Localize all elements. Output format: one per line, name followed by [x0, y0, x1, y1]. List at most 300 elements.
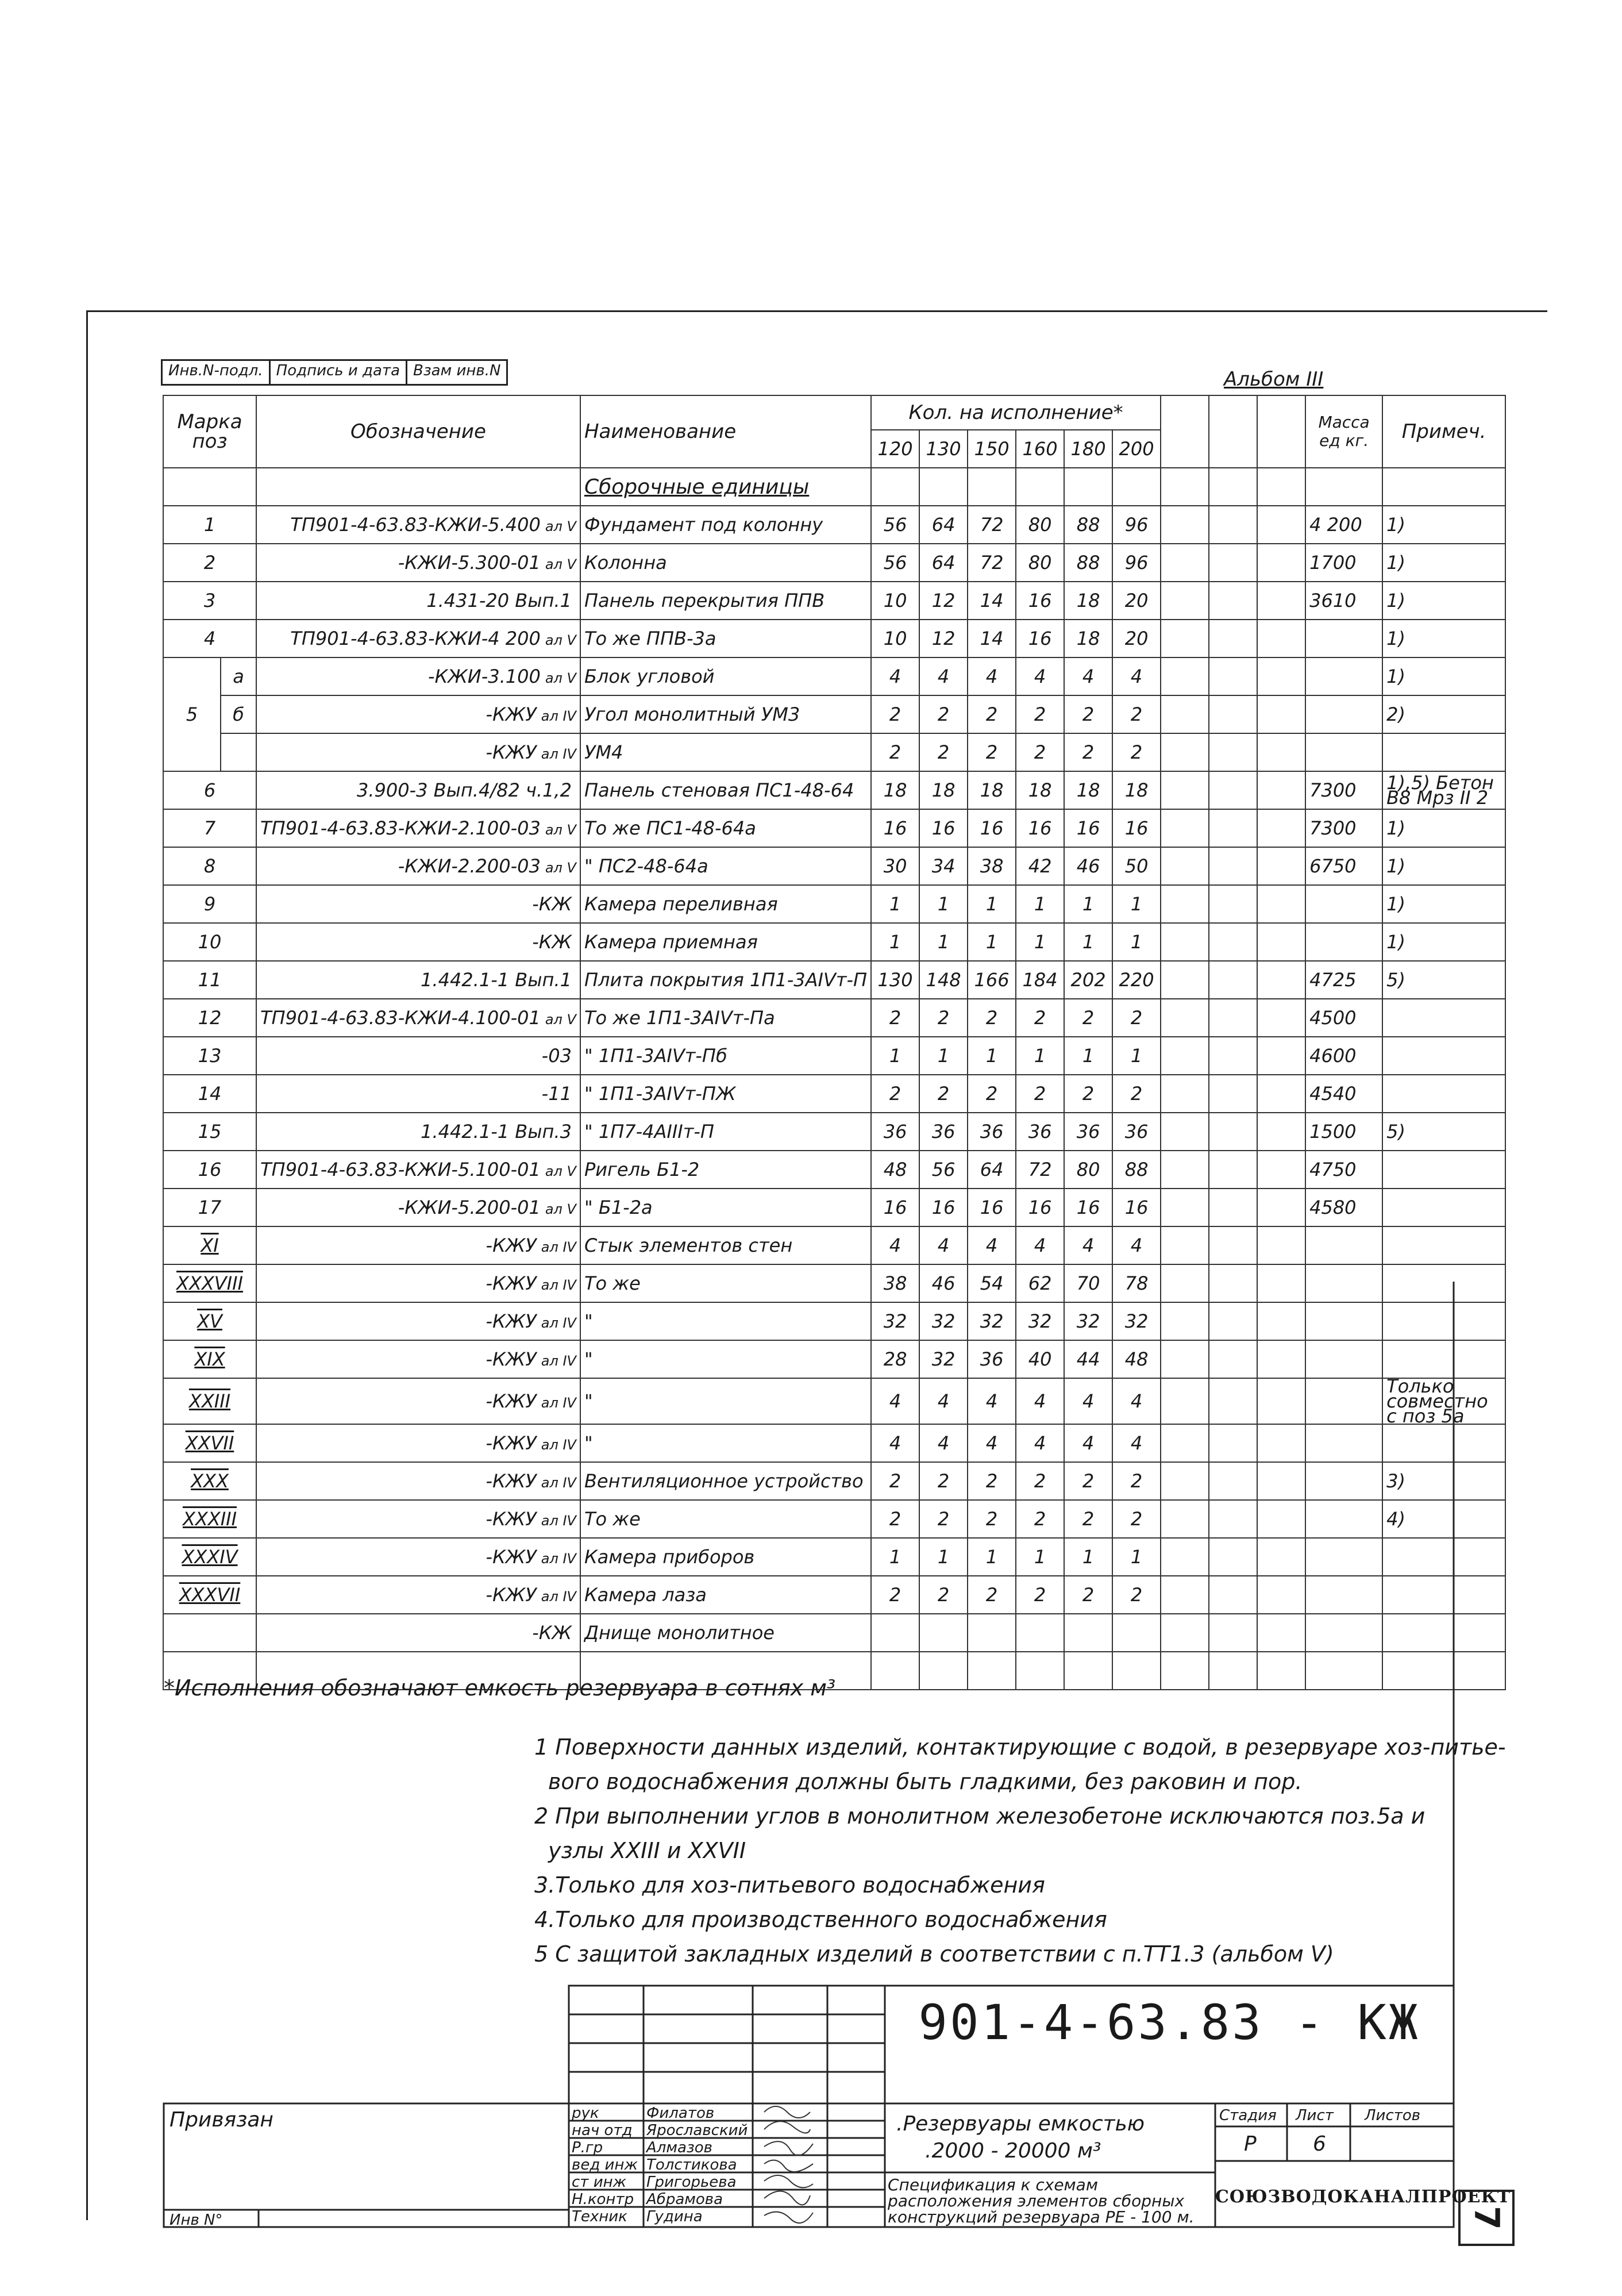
cell-qty: 32 — [968, 1302, 1016, 1340]
cell-name: Плита покрытия 1П1-3АIVт-П — [580, 961, 871, 999]
designation-text: -КЖУ — [486, 1508, 537, 1530]
cell-name: " Б1-2а — [580, 1189, 871, 1226]
cell-qty: 36 — [919, 1113, 968, 1151]
cell-qty: 2 — [1112, 1576, 1161, 1614]
cell-name: Фундамент под колонну — [580, 506, 871, 544]
designation-text: 3.900-3 Вып.4/82 ч.1,2 — [356, 779, 572, 801]
cell-qty: 18 — [1064, 582, 1112, 620]
note-line: вого водоснабжения должны быть гладкими, без раковин и пор. — [548, 1769, 1303, 1794]
designation-text: 1.431-20 Вып.1 — [426, 590, 572, 612]
cell-qty: 32 — [871, 1302, 919, 1340]
cell-qty: 42 — [1016, 847, 1064, 885]
cell-qty: 4 — [871, 1378, 919, 1424]
cell-sub: б — [221, 695, 256, 733]
cell-name: Стык элементов стен — [580, 1226, 871, 1264]
cell-qty: 64 — [919, 506, 968, 544]
cell-qty: 4 — [968, 1424, 1016, 1462]
album-ref: ал V — [545, 670, 576, 686]
cell-qty: 14 — [968, 620, 1016, 657]
cell-qty: 38 — [871, 1264, 919, 1302]
cell-qty: 4 — [1016, 657, 1064, 695]
role: Техник — [572, 2208, 627, 2225]
role: ст инж — [572, 2174, 627, 2191]
cell-qty: 88 — [1064, 506, 1112, 544]
cell-qty: 36 — [1112, 1113, 1161, 1151]
cell-name: УМ4 — [580, 733, 871, 771]
exec-col: 180 — [1064, 430, 1112, 468]
cell-qty: 148 — [919, 961, 968, 999]
cell-qty: 16 — [871, 809, 919, 847]
cell-mark: 6 — [163, 771, 256, 809]
cell-qty: 2 — [1016, 1500, 1064, 1538]
section-title: Сборочные единицы — [580, 468, 871, 506]
cell-qty: 1 — [1064, 923, 1112, 961]
cell-qty: 4 — [871, 657, 919, 695]
album-ref: ал V — [545, 1201, 576, 1217]
cell-mass: 4540 — [1305, 1075, 1382, 1113]
cell-qty: 16 — [919, 1189, 968, 1226]
col-note: Примеч. — [1382, 395, 1505, 468]
cell-qty: 2 — [1016, 1462, 1064, 1500]
album-ref: ал IV — [541, 1353, 576, 1369]
cell-mass: 4500 — [1305, 999, 1382, 1037]
album-ref: ал IV — [541, 708, 576, 724]
album-ref: ал IV — [541, 1315, 576, 1331]
cell-qty: 80 — [1016, 544, 1064, 582]
cell-qty: 4 — [1016, 1424, 1064, 1462]
cell-qty: 220 — [1112, 961, 1161, 999]
cell-qty: 4 — [919, 1378, 968, 1424]
designation-text: -КЖУ — [486, 1470, 537, 1492]
exec-col: 200 — [1112, 430, 1161, 468]
designation-text: ТП901-4-63.83-КЖИ-4.100-01 — [260, 1007, 541, 1029]
inv-no-label: Инв N° — [169, 2212, 223, 2229]
cell-mass: 4580 — [1305, 1189, 1382, 1226]
footnote: *Исполнения обозначают емкость резервуара в сотнях м³ — [164, 1675, 836, 1701]
cell-qty: 56 — [919, 1151, 968, 1189]
cell-note: 1),5) Бетон В8 Мрз II 2 — [1382, 771, 1505, 809]
cell-note: 1) — [1382, 885, 1505, 923]
cell-qty: 1 — [1016, 923, 1064, 961]
cell-qty: 32 — [1016, 1302, 1064, 1340]
cell-qty: 2 — [1112, 999, 1161, 1037]
designation-text: -КЖУ — [486, 1348, 537, 1370]
cell-qty: 72 — [968, 506, 1016, 544]
cell-qty: 1 — [919, 885, 968, 923]
designation-text: ТП901-4-63.83-КЖИ-4 200 — [290, 628, 541, 649]
cell-qty: 28 — [871, 1340, 919, 1378]
cell-note: 1) — [1382, 620, 1505, 657]
cell-name: " — [580, 1378, 871, 1424]
designation-text: 1.442.1-1 Вып.3 — [421, 1121, 572, 1143]
cell-qty: 18 — [1112, 771, 1161, 809]
cell-qty: 1 — [1064, 1538, 1112, 1576]
cell-qty: 2 — [968, 1462, 1016, 1500]
cell-name: " — [580, 1340, 871, 1378]
cell-qty: 4 — [968, 1226, 1016, 1264]
cell-mass: 7300 — [1305, 771, 1382, 809]
cell-qty: 34 — [919, 847, 968, 885]
stage-value: Р — [1244, 2132, 1257, 2156]
note-line: узлы XXIII и XXVII — [548, 1838, 746, 1863]
cell-qty: 18 — [968, 771, 1016, 809]
designation-text: -КЖУ — [486, 1310, 537, 1332]
person: Ярославский — [646, 2122, 748, 2139]
cell-qty: 36 — [1064, 1113, 1112, 1151]
album-ref: ал IV — [541, 1513, 576, 1529]
note-line: 4.Только для производственного водоснабжения — [534, 1907, 1107, 1932]
cell-qty: 2 — [871, 1075, 919, 1113]
cell-qty: 1 — [1064, 885, 1112, 923]
cell-qty: 40 — [1016, 1340, 1064, 1378]
album-ref: ал V — [545, 1012, 576, 1028]
cell-qty: 18 — [871, 771, 919, 809]
album-ref: ал IV — [541, 1239, 576, 1255]
cell-mark: XXXVIII — [163, 1264, 256, 1302]
designation-text: ТП901-4-63.83-КЖИ-5.400 — [290, 514, 541, 536]
cell-name: " 1П1-3АIVт-Пб — [580, 1037, 871, 1075]
cell-mark: 16 — [163, 1151, 256, 1189]
cell-qty: 2 — [919, 1462, 968, 1500]
designation-text: -КЖИ-5.300-01 — [398, 552, 541, 574]
cell-qty: 2 — [1064, 1576, 1112, 1614]
cell-mark: XXXIV — [163, 1538, 256, 1576]
cell-mark: XV — [163, 1302, 256, 1340]
cell-qty: 1 — [968, 885, 1016, 923]
col-designation: Обозначение — [256, 395, 580, 468]
cell-qty: 30 — [871, 847, 919, 885]
album-ref: ал V — [545, 822, 576, 838]
cell-mark: XXIII — [163, 1378, 256, 1424]
cell-qty: 1 — [871, 923, 919, 961]
cell-qty: 4 — [1064, 1424, 1112, 1462]
cell-qty: 62 — [1016, 1264, 1064, 1302]
cell-qty: 38 — [968, 847, 1016, 885]
cell-qty: 4 — [1016, 1226, 1064, 1264]
cell-note: 1) — [1382, 544, 1505, 582]
cell-qty: 2 — [1112, 695, 1161, 733]
designation-text: -КЖУ — [486, 1546, 537, 1568]
cell-qty: 16 — [1112, 1189, 1161, 1226]
cell-qty: 96 — [1112, 506, 1161, 544]
album-ref: ал IV — [541, 1551, 576, 1567]
cell-qty: 16 — [968, 1189, 1016, 1226]
cell-qty: 2 — [1112, 1462, 1161, 1500]
role: вед инж — [572, 2156, 638, 2174]
cell-name: Вентиляционное устройство — [580, 1462, 871, 1500]
cell-qty: 16 — [1064, 809, 1112, 847]
person: Гудина — [646, 2208, 703, 2225]
cell-mark: 3 — [163, 582, 256, 620]
cell-qty: 64 — [919, 544, 968, 582]
cell-qty: 1 — [871, 885, 919, 923]
cell-qty: 2 — [968, 733, 1016, 771]
cell-mark: XI — [163, 1226, 256, 1264]
cell-qty: 2 — [968, 695, 1016, 733]
cell-qty: 2 — [1016, 695, 1064, 733]
cell-mark: XXX — [163, 1462, 256, 1500]
cell-note: 1) — [1382, 847, 1505, 885]
cell-name: " ПС2-48-64а — [580, 847, 871, 885]
album-ref: ал IV — [541, 1277, 576, 1293]
stamp-sign: Подпись и дата — [271, 361, 407, 384]
cell-qty: 2 — [919, 733, 968, 771]
cell-mark: 2 — [163, 544, 256, 582]
cell-qty: 2 — [1064, 695, 1112, 733]
title-description: Спецификация к схемам расположения элементов сборных конструкций резервуара РЕ - 100 м. — [888, 2175, 1195, 2226]
cell-name: То же ППВ-3а — [580, 620, 871, 657]
cell-note: 3) — [1382, 1462, 1505, 1500]
cell-qty: 4 — [1112, 1424, 1161, 1462]
cell-mass: 4600 — [1305, 1037, 1382, 1075]
album-ref: ал IV — [541, 1475, 576, 1491]
designation-text: -КЖУ — [486, 741, 537, 763]
designation-text: -КЖУ — [486, 1432, 537, 1454]
person: Абрамова — [646, 2191, 723, 2208]
album-ref: ал IV — [541, 1437, 576, 1453]
cell-qty: 4 — [1064, 657, 1112, 695]
designation-text: -КЖИ-3.100 — [428, 666, 541, 687]
cell-qty: 64 — [968, 1151, 1016, 1189]
cell-qty: 4 — [1112, 657, 1161, 695]
designation-text: -КЖ — [532, 893, 572, 915]
cell-mark: 5 — [163, 657, 221, 771]
cell-name: Камера приемная — [580, 923, 871, 961]
person: Алмазов — [646, 2139, 713, 2156]
col-mass: Масса ед кг. — [1305, 395, 1382, 468]
cell-qty: 1 — [1112, 1037, 1161, 1075]
designation-text: -КЖУ — [486, 1390, 537, 1412]
exec-col: 160 — [1016, 430, 1064, 468]
cell-qty: 4 — [919, 1226, 968, 1264]
album-ref: ал V — [545, 1163, 576, 1179]
sheets-header: Листов — [1365, 2107, 1421, 2124]
designation-text: -КЖУ — [486, 1272, 537, 1294]
cell-qty: 4 — [919, 1424, 968, 1462]
designation-text: 1.442.1-1 Вып.1 — [421, 969, 572, 991]
cell-mass: 7300 — [1305, 809, 1382, 847]
cell-note: 5) — [1382, 961, 1505, 999]
cell-qty: 2 — [871, 695, 919, 733]
cell-name: Камера лаза — [580, 1576, 871, 1614]
cell-qty: 2 — [1112, 733, 1161, 771]
cell-qty: 36 — [1016, 1113, 1064, 1151]
cell-mark: 7 — [163, 809, 256, 847]
cell-qty: 2 — [1016, 733, 1064, 771]
cell-mass: 1700 — [1305, 544, 1382, 582]
cell-qty: 1 — [968, 1037, 1016, 1075]
cell-mark: 15 — [163, 1113, 256, 1151]
cell-qty: 2 — [919, 1500, 968, 1538]
cell-mass: 4 200 — [1305, 506, 1382, 544]
note-line: 1 Поверхности данных изделий, контактирующие с водой, в резервуаре хоз-питье- — [534, 1735, 1506, 1760]
cell-qty: 14 — [968, 582, 1016, 620]
cell-qty: 2 — [968, 1075, 1016, 1113]
cell-qty: 48 — [1112, 1340, 1161, 1378]
album-ref: ал V — [545, 632, 576, 648]
cell-qty: 2 — [871, 999, 919, 1037]
cell-qty: 1 — [919, 1037, 968, 1075]
cell-qty: 2 — [871, 1500, 919, 1538]
cell-mark: 4 — [163, 620, 256, 657]
cell-qty: 1 — [1016, 885, 1064, 923]
cell-qty: 16 — [919, 809, 968, 847]
cell-qty: 36 — [968, 1340, 1016, 1378]
cell-qty: 46 — [1064, 847, 1112, 885]
cell-qty: 16 — [1112, 809, 1161, 847]
person: Филатов — [646, 2105, 715, 2122]
designation-text: -КЖУ — [486, 703, 537, 725]
cell-qty: 1 — [1016, 1037, 1064, 1075]
cell-qty: 44 — [1064, 1340, 1112, 1378]
stamp-inv: Инв.N-подл. — [163, 361, 271, 384]
cell-qty: 18 — [1064, 771, 1112, 809]
cell-name: " — [580, 1302, 871, 1340]
album-ref: ал V — [545, 556, 576, 572]
cell-qty: 32 — [919, 1340, 968, 1378]
album-ref: ал IV — [541, 1589, 576, 1605]
cell-qty: 12 — [919, 620, 968, 657]
cell-mass: 1500 — [1305, 1113, 1382, 1151]
cell-mark: 11 — [163, 961, 256, 999]
cell-qty: 32 — [919, 1302, 968, 1340]
cell-mark: XXXIII — [163, 1500, 256, 1538]
cell-qty: 1 — [1016, 1538, 1064, 1576]
cell-qty: 18 — [919, 771, 968, 809]
cell-qty: 130 — [871, 961, 919, 999]
cell-mark: XXVII — [163, 1424, 256, 1462]
cell-mass: 3610 — [1305, 582, 1382, 620]
cell-name: Угол монолитный УМ3 — [580, 695, 871, 733]
cell-qty: 4 — [1064, 1378, 1112, 1424]
cell-name: " 1П7-4АIIIт-П — [580, 1113, 871, 1151]
cell-qty: 80 — [1016, 506, 1064, 544]
cell-mark: 1 — [163, 506, 256, 544]
cell-qty: 4 — [968, 657, 1016, 695]
cell-qty: 2 — [968, 1500, 1016, 1538]
album-ref: ал IV — [541, 1395, 576, 1411]
cell-qty: 56 — [871, 544, 919, 582]
cell-qty: 2 — [1016, 999, 1064, 1037]
cell-qty: 10 — [871, 620, 919, 657]
cell-qty: 166 — [968, 961, 1016, 999]
col-mark: Марка поз — [163, 395, 256, 468]
designation-text: -КЖИ-5.200-01 — [398, 1197, 541, 1218]
cell-qty: 80 — [1064, 1151, 1112, 1189]
cell-qty: 16 — [871, 1189, 919, 1226]
cell-qty: 56 — [871, 506, 919, 544]
cell-qty: 1 — [871, 1037, 919, 1075]
cell-qty: 1 — [1112, 1538, 1161, 1576]
note-line: 2 При выполнении углов в монолитном железобетоне исключаются поз.5а и — [534, 1803, 1425, 1829]
cell-qty: 2 — [1064, 1462, 1112, 1500]
person: Григорьева — [646, 2174, 737, 2191]
cell-qty: 2 — [919, 999, 968, 1037]
cell-name: Ригель Б1-2 — [580, 1151, 871, 1189]
cell-mark: 17 — [163, 1189, 256, 1226]
cell-qty: 2 — [871, 733, 919, 771]
role: Р.гр — [572, 2139, 603, 2156]
cell-note: 1) — [1382, 506, 1505, 544]
cell-qty: 2 — [919, 1576, 968, 1614]
cell-name: То же — [580, 1500, 871, 1538]
cell-qty: 72 — [1016, 1151, 1064, 1189]
cell-qty: 2 — [1064, 733, 1112, 771]
cell-mark: 9 — [163, 885, 256, 923]
cell-qty: 36 — [968, 1113, 1016, 1151]
cell-note: 2) — [1382, 695, 1505, 733]
cell-qty: 72 — [968, 544, 1016, 582]
cell-qty: 1 — [1112, 885, 1161, 923]
cell-qty: 4 — [871, 1424, 919, 1462]
cell-qty: 2 — [968, 999, 1016, 1037]
cell-qty: 88 — [1112, 1151, 1161, 1189]
designation-text: -11 — [541, 1083, 572, 1105]
cell-qty: 96 — [1112, 544, 1161, 582]
cell-qty: 1 — [968, 1538, 1016, 1576]
cell-qty: 54 — [968, 1264, 1016, 1302]
role: рук — [572, 2105, 599, 2122]
designation-text: -КЖИ-2.200-03 — [398, 855, 541, 877]
designation-text: -03 — [541, 1045, 572, 1067]
person: Толстикова — [646, 2156, 737, 2174]
cell-qty: 2 — [919, 1075, 968, 1113]
cell-qty: 2 — [1016, 1075, 1064, 1113]
cell-qty: 1 — [919, 923, 968, 961]
cell-qty: 16 — [1016, 620, 1064, 657]
cell-mass: 6750 — [1305, 847, 1382, 885]
stamp-inv2: Взам инв.N — [413, 362, 501, 379]
col-name: Наименование — [580, 395, 871, 468]
role: нач отд — [572, 2122, 633, 2139]
cell-qty: 1 — [1112, 923, 1161, 961]
cell-qty: 16 — [1064, 1189, 1112, 1226]
cell-qty: 16 — [1016, 1189, 1064, 1226]
cell-name: Блок угловой — [580, 657, 871, 695]
cell-mark: 14 — [163, 1075, 256, 1113]
album-label: Альбом III — [1224, 368, 1324, 391]
cell-qty: 4 — [871, 1226, 919, 1264]
cell-qty: 2 — [871, 1576, 919, 1614]
cell-qty: 2 — [919, 695, 968, 733]
cell-name: То же — [580, 1264, 871, 1302]
cell-qty: 10 — [871, 582, 919, 620]
cell-qty: 202 — [1064, 961, 1112, 999]
cell-mark: 8 — [163, 847, 256, 885]
cell-qty: 4 — [1064, 1226, 1112, 1264]
title-line-2: .2000 - 20000 м³ — [925, 2139, 1101, 2163]
organization-name: СОЮЗВОДОКАНАЛПРОЕКТ — [1215, 2187, 1511, 2207]
cell-note: 1) — [1382, 923, 1505, 961]
cell-qty: 1 — [1064, 1037, 1112, 1075]
cell-qty: 36 — [871, 1113, 919, 1151]
cell-qty: 2 — [1016, 1576, 1064, 1614]
cell-qty: 2 — [1064, 1500, 1112, 1538]
cell-note: 4) — [1382, 1500, 1505, 1538]
cell-qty: 184 — [1016, 961, 1064, 999]
exec-col: 150 — [968, 430, 1016, 468]
stage-header: Стадия — [1219, 2107, 1277, 2124]
cell-qty: 4 — [1016, 1378, 1064, 1424]
cell-qty: 16 — [968, 809, 1016, 847]
cell-qty: 70 — [1064, 1264, 1112, 1302]
cell-mark: 12 — [163, 999, 256, 1037]
note-line: 3.Только для хоз-питьевого водоснабжения — [534, 1872, 1045, 1898]
role: Н.контр — [572, 2191, 634, 2208]
cell-name: " — [580, 1424, 871, 1462]
cell-qty: 16 — [1016, 809, 1064, 847]
page-number: 7 — [1458, 2190, 1515, 2246]
